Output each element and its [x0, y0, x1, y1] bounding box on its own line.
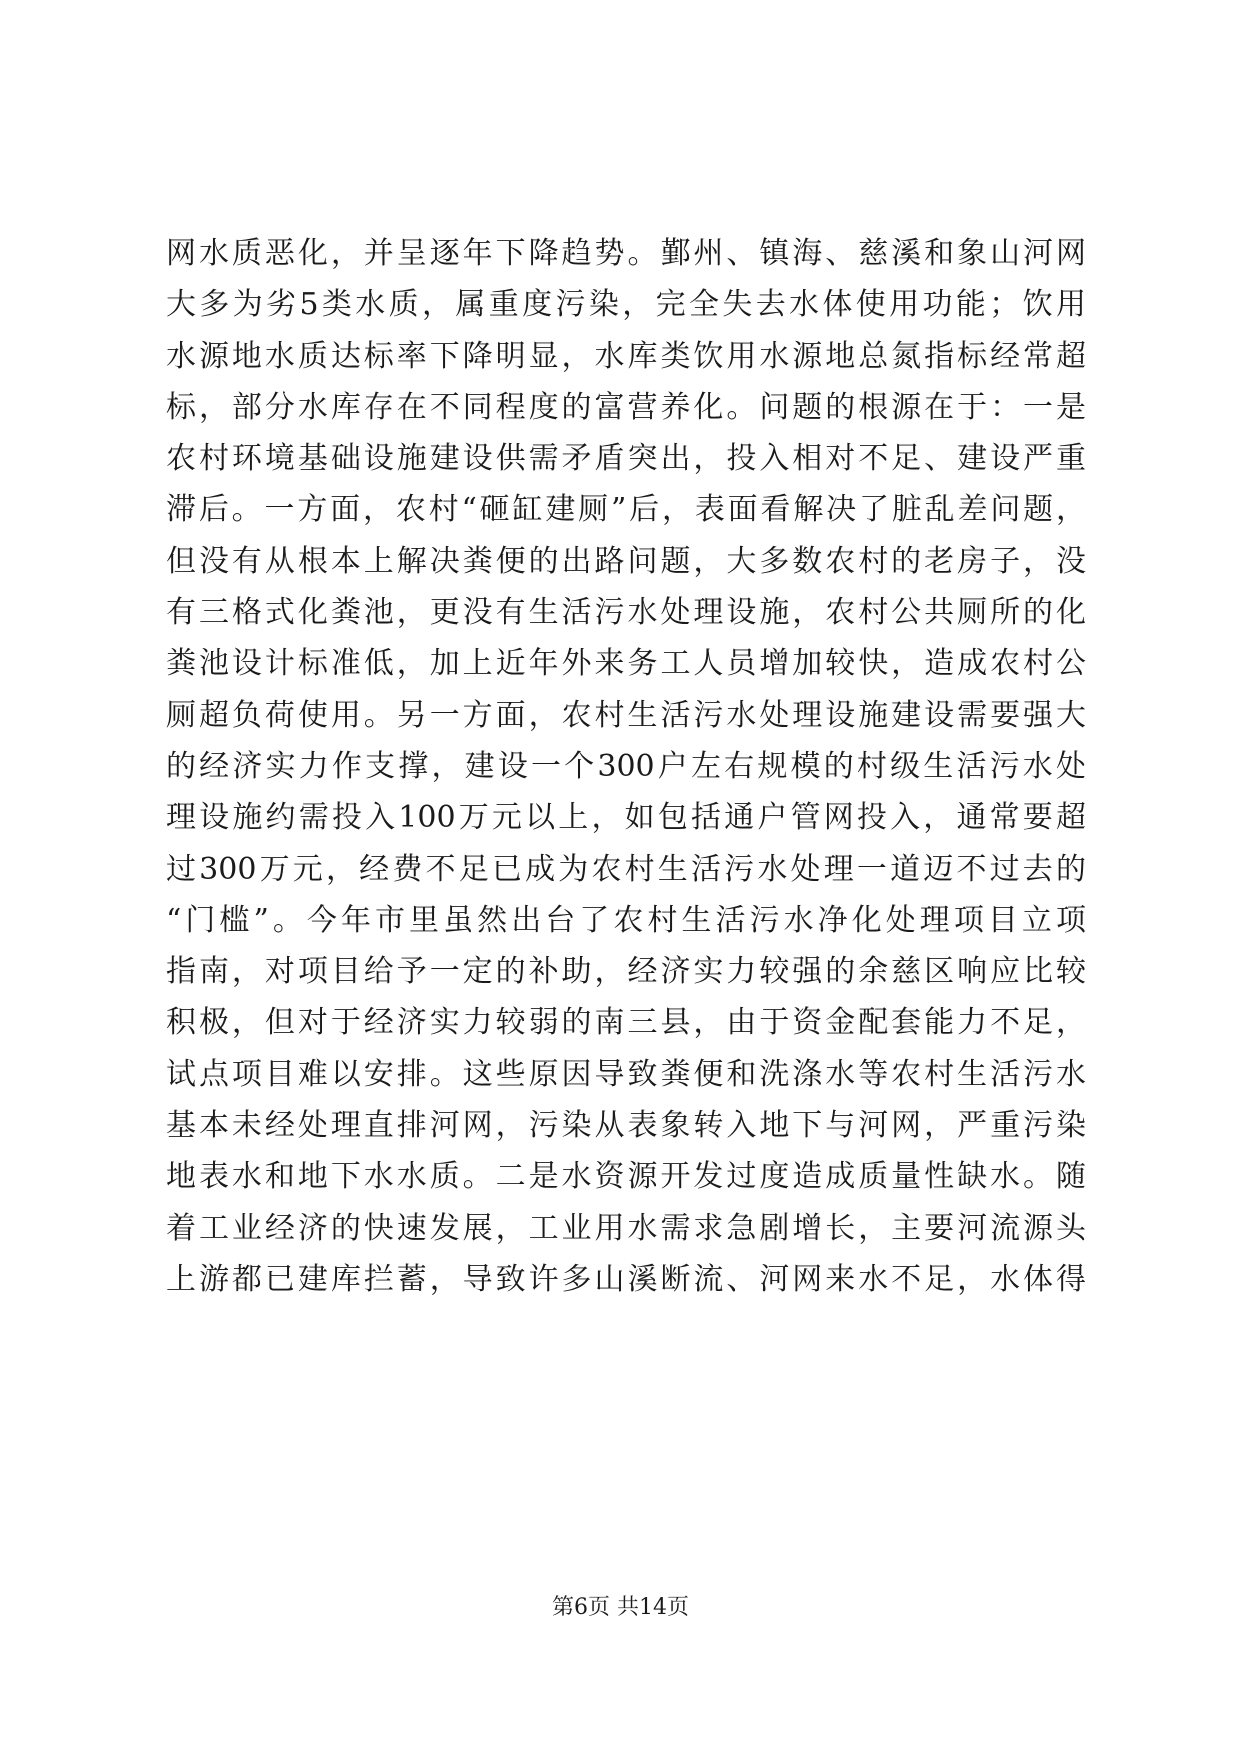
text-line: 农村环境基础设施建设供需矛盾突出，投入相对不足、建设严重: [166, 441, 1086, 477]
text-line: 有三格式化粪池，更没有生活污水处理设施，农村公共厕所的化: [166, 595, 1086, 631]
text-line: 地表水和地下水水质。二是水资源开发过度造成质量性缺水。随: [166, 1159, 1086, 1195]
text-line: 大多为劣5类水质，属重度污染，完全失去水体使用功能；饮用: [166, 287, 1086, 323]
text-line: 试点项目难以安排。这些原因导致粪便和洗涤水等农村生活污水: [166, 1056, 1086, 1092]
text-line: 的经济实力作支撑，建设一个300户左右规模的村级生活污水处: [166, 748, 1086, 784]
text-line: 着工业经济的快速发展，工业用水需求急剧增长，主要河流源头: [166, 1210, 1086, 1246]
text-line: 滞后。一方面，农村“砸缸建厕”后，表面看解决了脏乱差问题，: [166, 492, 1086, 528]
text-line: 上游都已建库拦蓄，导致许多山溪断流、河网来水不足，水体得: [166, 1261, 1086, 1297]
text-line: 网水质恶化，并呈逐年下降趋势。鄞州、镇海、慈溪和象山河网: [166, 236, 1086, 271]
text-line: 粪池设计标准低，加上近年外来务工人员增加较快，造成农村公: [166, 646, 1086, 682]
text-line: 但没有从根本上解决粪便的出路问题，大多数农村的老房子，没: [166, 543, 1086, 579]
text-line: 指南，对项目给予一定的补助，经济实力较强的余慈区响应比较: [166, 954, 1086, 990]
body-text: [166, 228, 1086, 1305]
text-line: 水源地水质达标率下降明显，水库类饮用水源地总氮指标经常超: [166, 338, 1086, 374]
text-line: “门槛”。今年市里虽然出台了农村生活污水净化处理项目立项: [166, 902, 1086, 938]
text-line: 标，部分水库存在不同程度的富营养化。问题的根源在于：一是: [166, 389, 1086, 425]
page-number-footer: 第6页 共14页: [552, 1595, 689, 1620]
text-line: 积极，但对于经济实力较弱的南三县，由于资金配套能力不足，: [166, 1005, 1086, 1041]
text-line: 厕超负荷使用。另一方面，农村生活污水处理设施建设需要强大: [166, 697, 1086, 733]
text-line: 基本未经处理直排河网，污染从表象转入地下与河网，严重污染: [166, 1108, 1086, 1144]
text-line: 理设施约需投入100万元以上，如包括通户管网投入，通常要超: [166, 800, 1086, 836]
text-line: 过300万元，经费不足已成为农村生活污水处理一道迈不过去的: [166, 851, 1086, 887]
